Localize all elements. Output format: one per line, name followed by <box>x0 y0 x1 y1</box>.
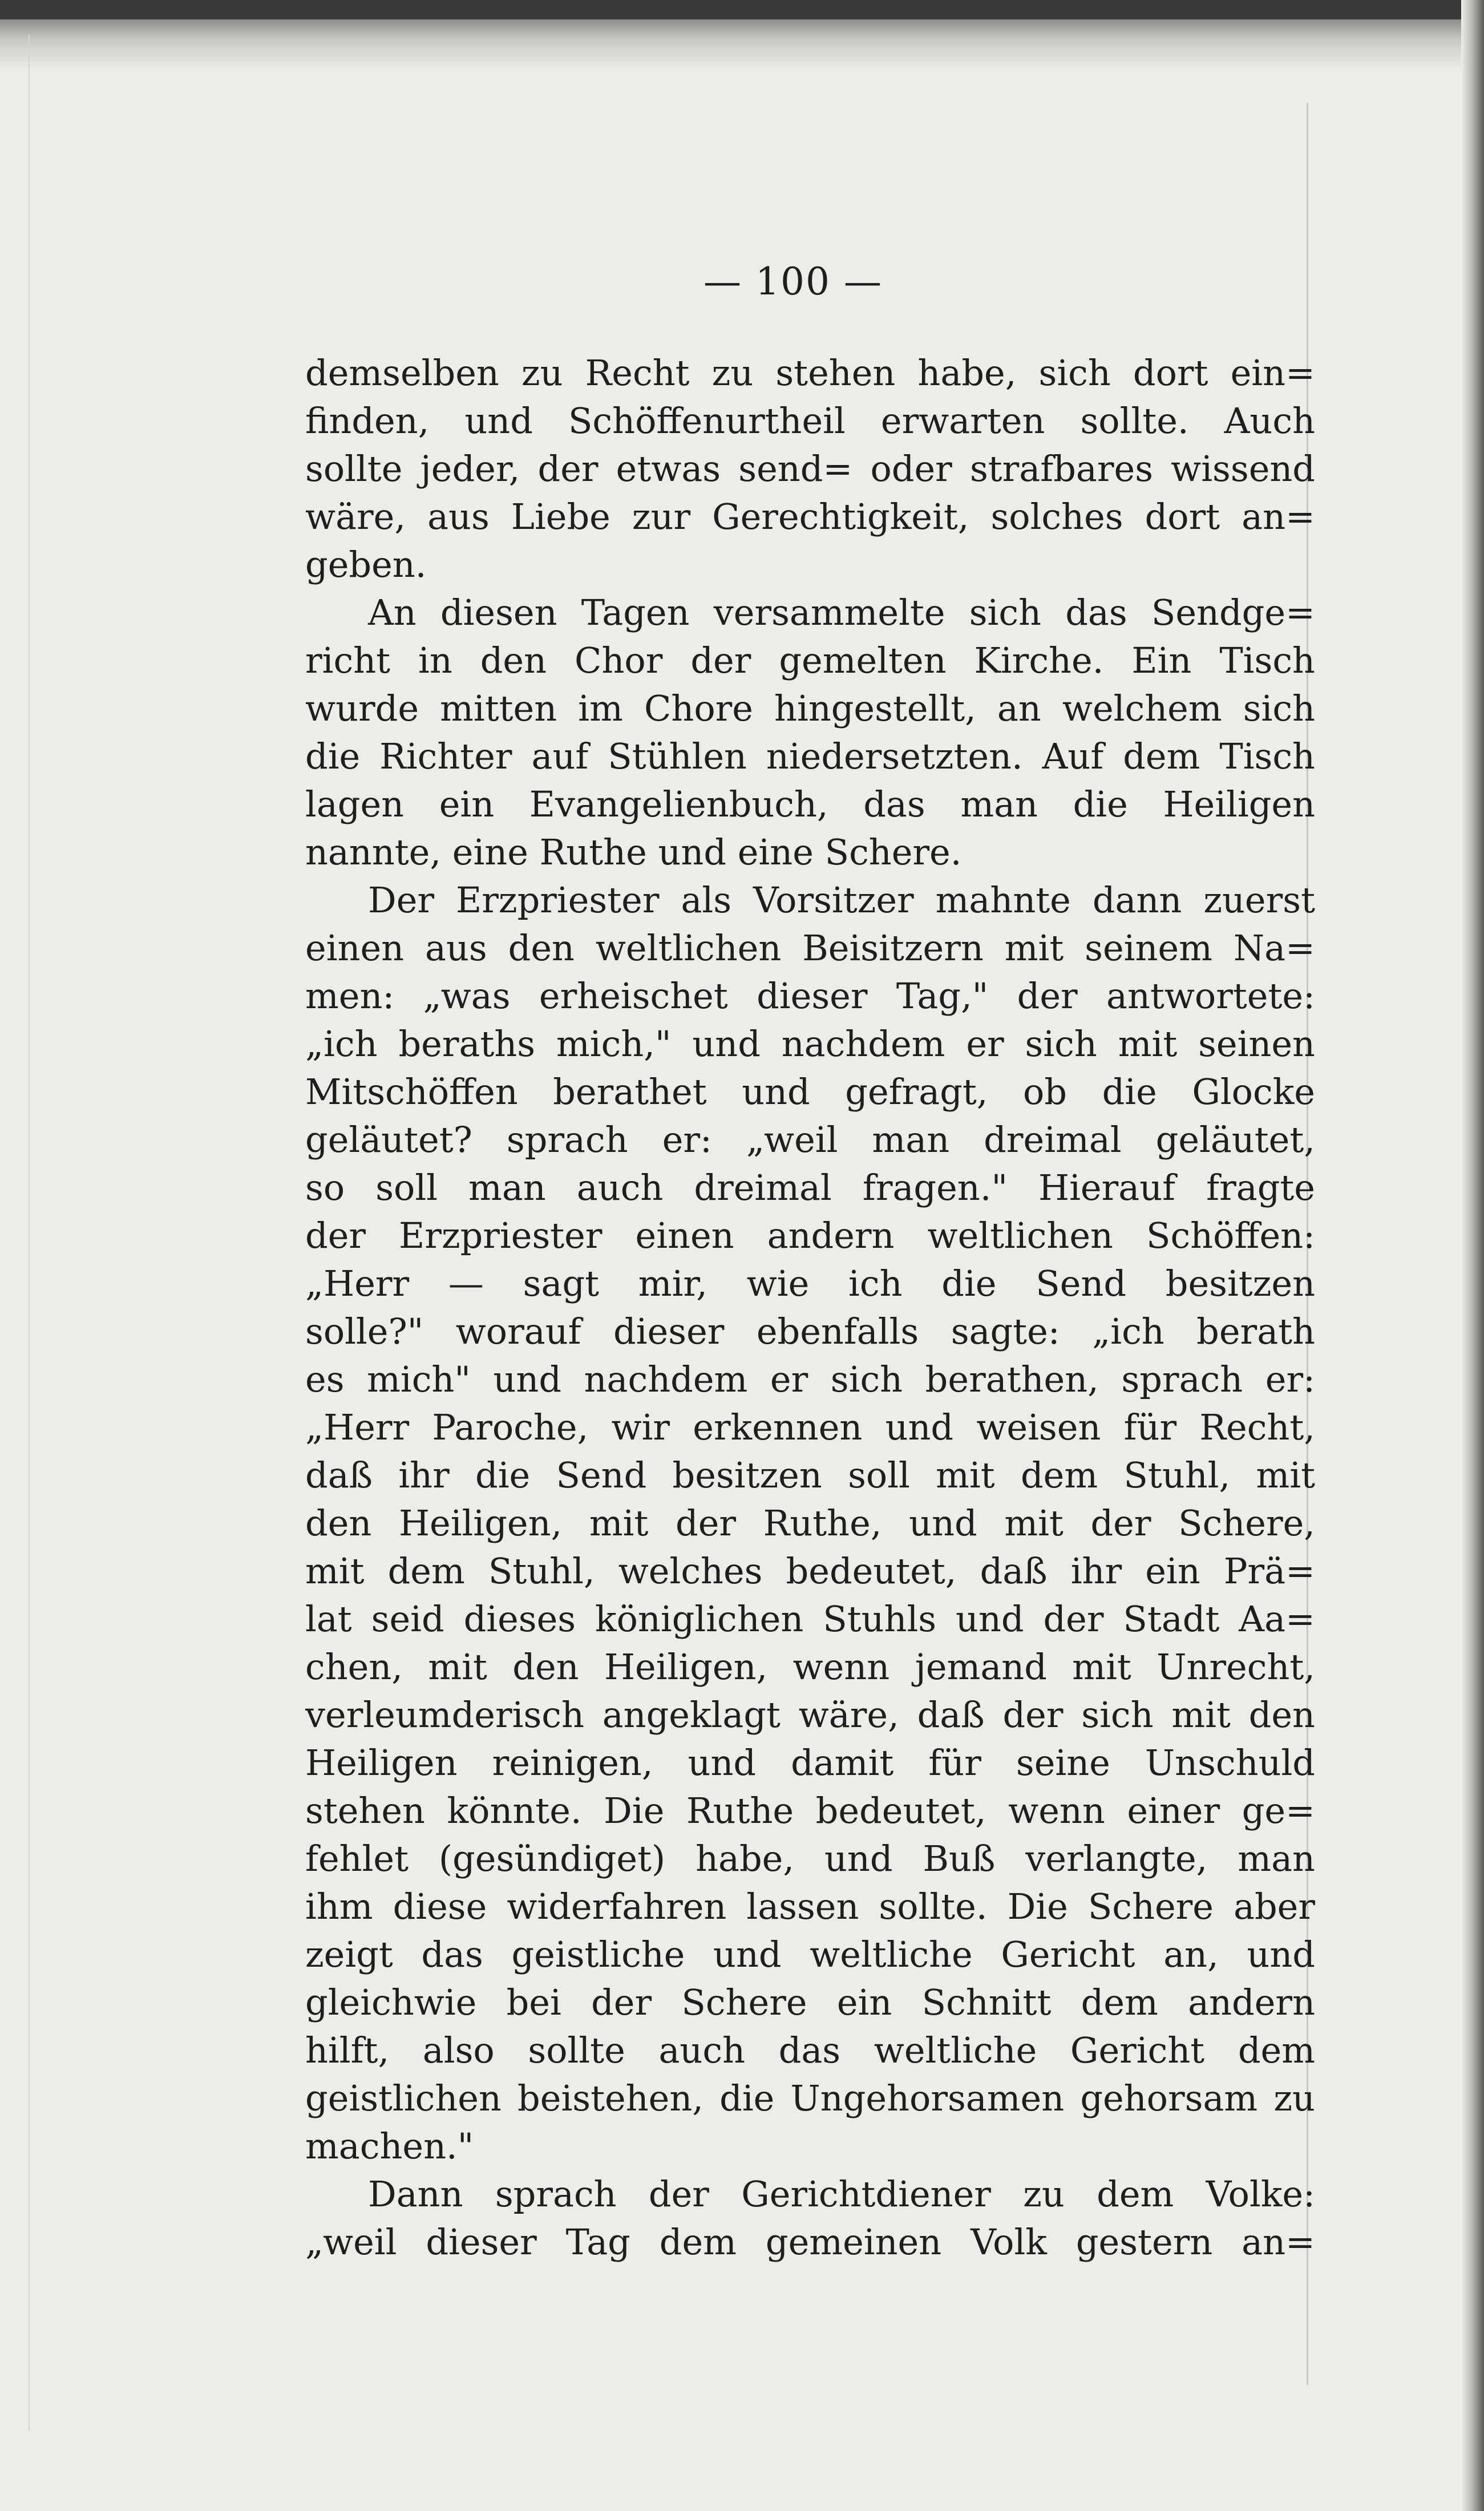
text-line: die Richter auf Stühlen niedersetzten. Auf dem Tisch <box>305 735 1315 777</box>
text-line: gleichwie bei der Schere ein Schnitt dem andern <box>305 1982 1315 2023</box>
text-line: Heiligen reinigen, und damit für seine Unschuld <box>305 1742 1315 1784</box>
text-line: ihm diese widerfahren lassen sollte. Die Schere aber <box>305 1886 1315 1927</box>
text-line: lagen ein Evangelienbuch, das man die Heiligen <box>305 783 1315 825</box>
text-line: wurde mitten im Chore hingestellt, an welchem sich <box>305 688 1315 729</box>
text-line: geben. <box>305 544 427 585</box>
text-line: den Heiligen, mit der Ruthe, und mit der Schere, <box>305 1502 1315 1544</box>
text-line: so soll man auch dreimal fragen." Hierauf fragte <box>305 1167 1315 1208</box>
text-line: machen." <box>305 2125 474 2167</box>
page-top-edge-shadow <box>0 19 1484 71</box>
text-line: finden, und Schöffenurtheil erwarten sollte. Auch <box>305 400 1315 442</box>
text-line: sollte jeder, der etwas send= oder strafbares wissend <box>305 448 1315 490</box>
text-line: solle?" worauf dieser ebenfalls sagte: „ich berath <box>305 1311 1315 1352</box>
text-line: geläutet? sprach er: „weil man dreimal geläutet, <box>305 1119 1315 1161</box>
text-line: Mitschöffen berathet und gefragt, ob die Glocke <box>305 1071 1315 1113</box>
text-line: „Herr Paroche, wir erkennen und weisen für Recht, <box>305 1406 1315 1448</box>
text-line: fehlet (gesündiget) habe, und Buß verlangte, man <box>305 1838 1315 1879</box>
text-line: demselben zu Recht zu stehen habe, sich dort ein= <box>305 352 1315 394</box>
page-left-crease <box>29 34 30 2431</box>
text-line: nannte, eine Ruthe und eine Schere. <box>305 831 962 873</box>
text-line: geistlichen beistehen, die Ungehorsamen gehorsam zu <box>305 2077 1315 2119</box>
body-text <box>305 349 1315 2266</box>
text-line: es mich" und nachdem er sich berathen, sprach er: <box>305 1358 1315 1400</box>
text-line: An diesen Tagen versammelte sich das Sendge= <box>368 592 1315 633</box>
text-line: „Herr — sagt mir, wie ich die Send besitzen <box>305 1263 1315 1304</box>
text-line: „weil dieser Tag dem gemeinen Volk gestern an= <box>305 2221 1315 2263</box>
text-line: lat seid dieses königlichen Stuhls und der Stadt Aa= <box>305 1598 1315 1640</box>
text-line: einen aus den weltlichen Beisitzern mit seinem Na= <box>305 927 1315 969</box>
text-line: „ich beraths mich," und nachdem er sich mit seinen <box>305 1023 1315 1065</box>
text-line: verleumderisch angeklagt wäre, daß der sich mit den <box>305 1694 1315 1736</box>
text-line: richt in den Chor der gemelten Kirche. Ein Tisch <box>305 640 1315 681</box>
page-right-edge-shadow <box>1461 0 1484 2511</box>
text-line: chen, mit den Heiligen, wenn jemand mit Unrecht, <box>305 1646 1315 1688</box>
text-line: zeigt das geistliche und weltliche Gericht an, und <box>305 1934 1315 1975</box>
page-number: — 100 — <box>703 260 883 304</box>
text-line: daß ihr die Send besitzen soll mit dem Stuhl, mit <box>305 1454 1315 1496</box>
text-line: hilft, also sollte auch das weltliche Gericht dem <box>305 2029 1315 2071</box>
text-line: Dann sprach der Gerichtdiener zu dem Volke: <box>368 2173 1315 2215</box>
text-line: mit dem Stuhl, welches bedeutet, daß ihr ein Prä= <box>305 1550 1315 1592</box>
text-line: stehen könnte. Die Ruthe bedeutet, wenn einer ge= <box>305 1790 1315 1831</box>
scan-top-border <box>0 0 1484 19</box>
text-line: men: „was erheischet dieser Tag," der antwortete: <box>305 975 1315 1017</box>
text-line: Der Erzpriester als Vorsitzer mahnte dann zuerst <box>368 879 1315 921</box>
text-line: wäre, aus Liebe zur Gerechtigkeit, solches dort an= <box>305 496 1315 537</box>
text-line: der Erzpriester einen andern weltlichen Schöffen: <box>305 1215 1315 1256</box>
